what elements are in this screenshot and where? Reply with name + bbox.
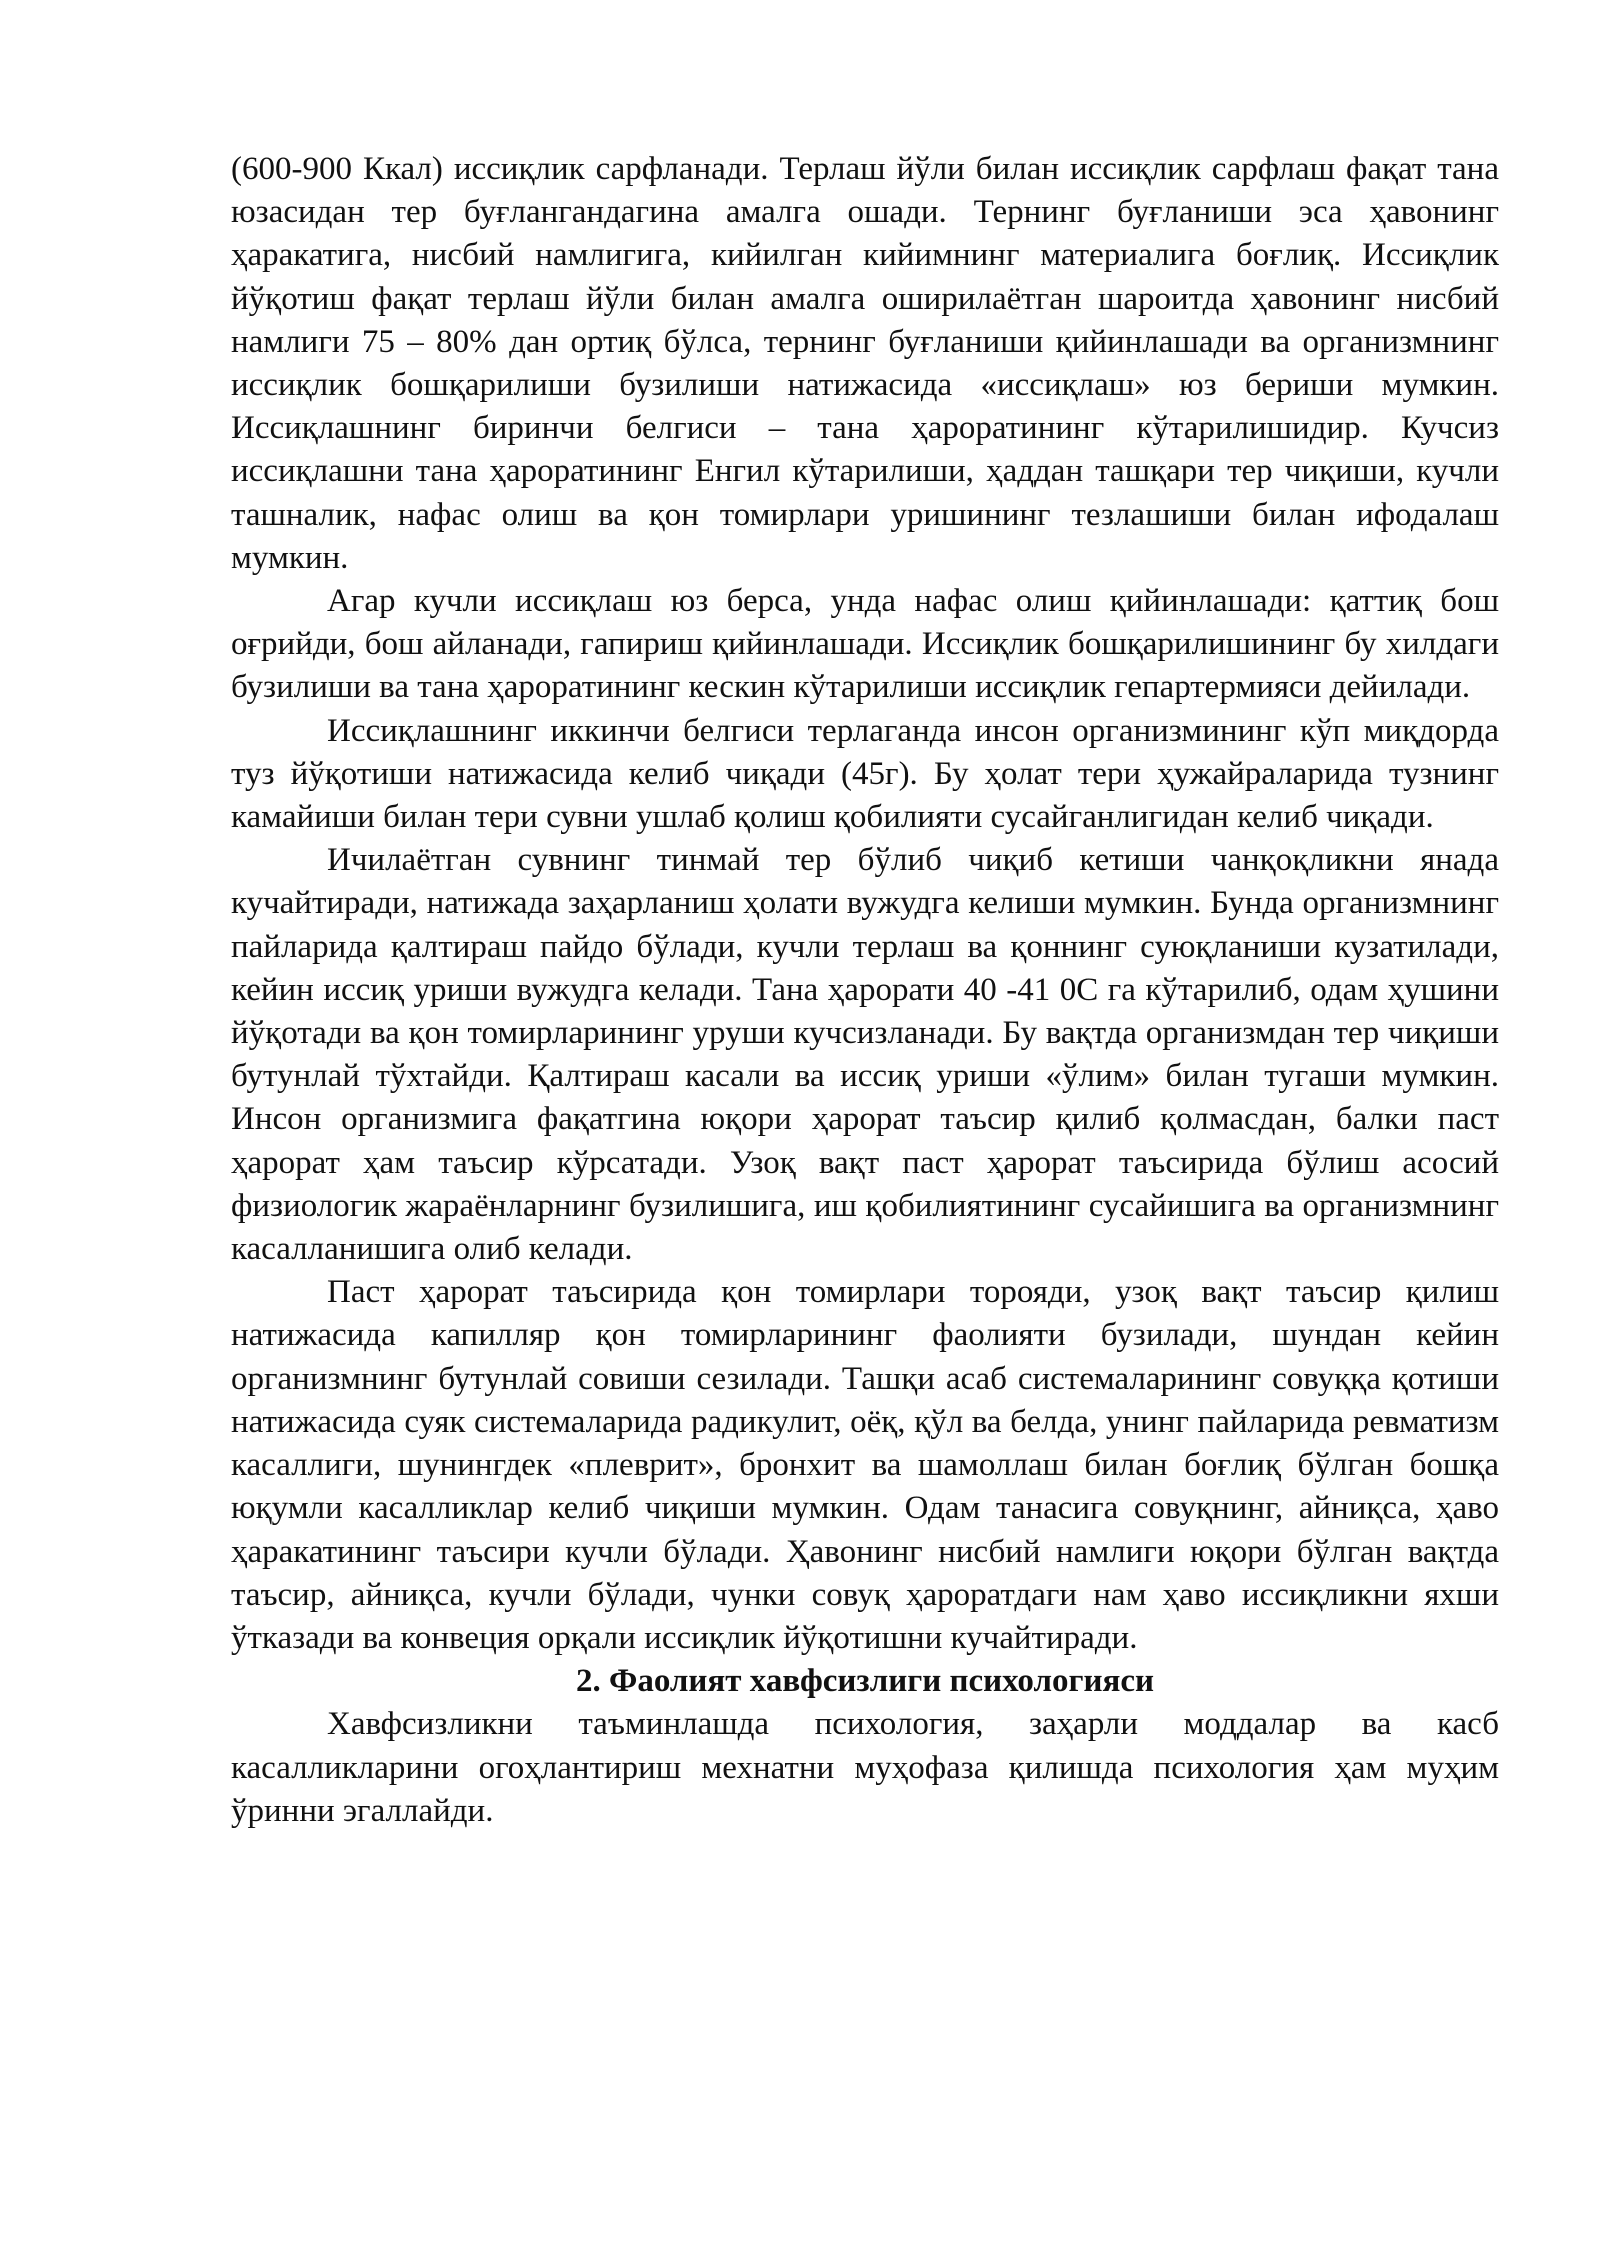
paragraph-severe-overheating: Агар кучли иссиқлаш юз берса, унда нафас олиш қийинлашади: қаттиқ бош оғрийди, бош айланади, гапириш қийинлашади. Иссиқлик бошқарилишининг бу хилдаги бузилиши ва тана ҳароратининг кескин кўтарилиши иссиқлик гепартермияси дейилади. bbox=[231, 583, 1499, 706]
document-page bbox=[231, 148, 1499, 1833]
paragraph-safety-psychology: Хавфсизликни таъминлашда психология, заҳарли моддалар ва касб касалликларини огоҳлантириш мехнатни муҳофаза қилишда психология ҳам муҳим ўринни эгаллайди. bbox=[231, 1706, 1499, 1829]
paragraph-second-sign: Иссиқлашнинг иккинчи белгиси терлаганда инсон организмининг кўп миқдорда туз йўқотиши натижасида келиб чиқади (45г). Бу ҳолат тери ҳужайраларида тузнинг камайиши билан тери сувни ушлаб қолиш қобилияти сусайганлигидан келиб чиқади. bbox=[231, 712, 1499, 836]
paragraph-heat-loss: (600-900 Ккал) иссиқлик сарфланади. Терлаш йўли билан иссиқлик сарфлаш фақат тана юзасидан тер буғлангандагина амалга ошади. Тернинг буғланиши эса ҳавонинг ҳаракатига, нисбий намлигига, кийилган кийимнинг материалига боғлиқ. Иссиқлик йўқотиш фақат терлаш йўли билан амалга оширилаётган шароитда ҳавонинг нисбий намлиги 75 – 80% дан ортиқ бўлса, тернинг буғланиши қийинлашади ва организмнинг иссиқлик бошқарилиши бузилиши натижасида «иссиқлаш» юз бериши мумкин. Иссиқлашнинг биринчи белгиси – тана ҳароратининг кўтарилишидир. Кучсиз иссиқлашни тана ҳароратининг Енгил кўтарилиши, ҳаддан ташқари тер чиқиши, кучли ташналик, нафас олиш ва қон томирлари уришининг тезлашиши билан ифодалаш мумкин. bbox=[231, 151, 1499, 576]
paragraph-water-loss: Ичилаётган сувнинг тинмай тер бўлиб чиқиб кетиши чанқоқликни янада кучайтиради, натижада заҳарланиш ҳолати вужудга келиши мумкин. Бунда организмнинг пайларида қалтираш пайдо бўлади, кучли терлаш ва қоннинг суюқланиши кузатилади, кейин иссиқ уриши вужудга келади. Тана ҳарорати 40 -41 0С га кўтарилиб, одам ҳушини йўқотади ва қон томирларининг уруши кучсизланади. Бу вақтда организмдан тер чиқиши бутунлай тўхтайди. Қалтираш касали ва иссиқ уриши «ўлим» билан тугаши мумкин. Инсон организмига фақатгина юқори ҳарорат таъсир қилиб қолмасдан, балки паст ҳарорат ҳам таъсир кўрсатади. Узоқ вақт паст ҳарорат таъсирида бўлиш асосий физиологик жараёнларнинг бузилишига, иш қобилиятининг сусайишига ва организмнинг касалланишига олиб келади. bbox=[231, 842, 1499, 1268]
section-heading: 2. Фаолият хавфсизлиги психологияси bbox=[576, 1663, 1154, 1700]
paragraph-low-temperature: Паст ҳарорат таъсирида қон томирлари торояди, узоқ вақт таъсир қилиш натижасида капилляр қон томирларининг фаолияти бузилади, шундан кейин организмнинг бутунлай совиши сезилади. Ташқи асаб системаларининг совуққа қотиши натижасида суяк системаларида радикулит, оёқ, қўл ва белда, унинг пайларида ревматизм касаллиги, шунингдек «плеврит», бронхит ва шамоллаш билан боғлиқ бўлган бошқа юқумли касалликлар келиб чиқиши мумкин. Одам танасига совуқнинг, айниқса, ҳаво ҳаракатининг таъсири кучли бўлади. Ҳавонинг нисбий намлиги юқори бўлган вақтда таъсир, айниқса, кучли бўлади, чунки совуқ ҳароратдаги нам ҳаво иссиқликни яхши ўтказади ва конвеция орқали иссиқлик йўқотишни кучайтиради. bbox=[231, 1274, 1499, 1656]
